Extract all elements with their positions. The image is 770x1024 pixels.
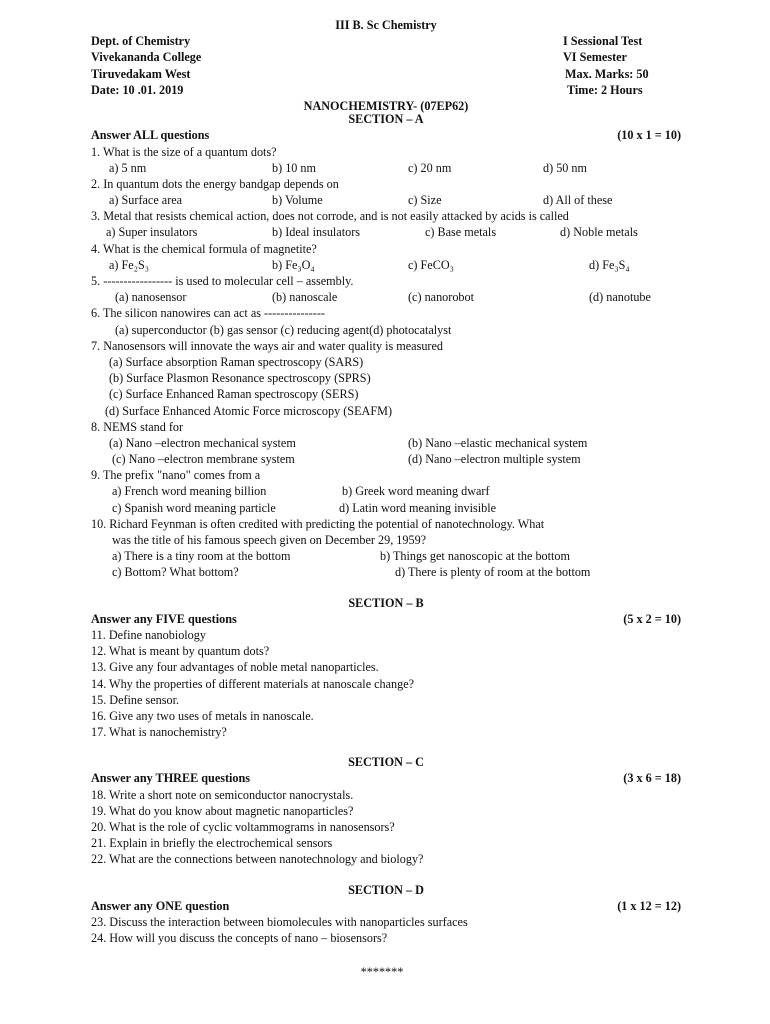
question-5: 5. ----------------- is used to molecular cell – assembly. bbox=[91, 274, 354, 288]
exam-time: Time: 2 Hours bbox=[567, 82, 643, 97]
exam-date: Date: 10 .01. 2019 bbox=[91, 82, 184, 97]
option-d: d) Fe₃S₄ bbox=[589, 257, 630, 272]
question-9-options-row-1 bbox=[91, 483, 681, 499]
section-d-title: SECTION – D bbox=[348, 882, 424, 897]
option-b: b) Volume bbox=[272, 193, 323, 208]
max-marks: Max. Marks: 50 bbox=[565, 66, 649, 81]
option-c: c) Spanish word meaning particle bbox=[112, 500, 276, 515]
option-c: c) Base metals bbox=[425, 225, 497, 240]
option-d: d) Noble metals bbox=[560, 225, 638, 240]
question-16: 16. Give any two uses of metals in nanoscale. bbox=[91, 708, 314, 723]
question-24: 24. How will you discuss the concepts of nano – biosensors? bbox=[91, 931, 388, 946]
question-22: 22. What are the connections between nanotechnology and biology? bbox=[91, 852, 424, 867]
end-marker: ******* bbox=[360, 965, 404, 980]
option-c: c) Bottom? What bottom? bbox=[112, 565, 239, 580]
option-a: a) Surface area bbox=[109, 193, 183, 208]
question-2: 2. In quantum dots the energy bandgap depends on bbox=[91, 176, 339, 191]
option-a: (a) Surface absorption Raman spectroscopy (SARS) bbox=[109, 354, 364, 369]
section-d-instruction: Answer any ONE question bbox=[91, 898, 230, 913]
question-5-options bbox=[91, 289, 681, 305]
option-d: (d) nanotube bbox=[589, 290, 651, 305]
section-c-instruction: Answer any THREE questions bbox=[91, 771, 251, 786]
section-b-instruction: Answer any FIVE questions bbox=[91, 611, 237, 626]
question-18: 18. Write a short note on semiconductor nanocrystals. bbox=[91, 787, 354, 802]
subject-title: NANOCHEMISTRY- (07EP62) bbox=[303, 98, 469, 113]
section-c-instruction-row bbox=[91, 770, 681, 786]
question-2-options bbox=[91, 192, 681, 208]
option-c: c) Size bbox=[408, 193, 442, 208]
option-d: (d) Nano –electron multiple system bbox=[408, 452, 581, 467]
question-10-options-row-2 bbox=[91, 564, 681, 580]
option-b: b) Fe₃O₄ bbox=[272, 257, 315, 272]
question-11: 11. Define nanobiology bbox=[91, 627, 206, 642]
question-8-options-row-2 bbox=[91, 451, 681, 467]
option-b: (b) nanoscale bbox=[272, 290, 338, 305]
section-c-title: SECTION – C bbox=[348, 755, 424, 770]
section-a-marks: (10 x 1 = 10) bbox=[617, 128, 681, 143]
semester: VI Semester bbox=[563, 50, 627, 65]
option-d: d) All of these bbox=[543, 193, 613, 208]
question-6-options: (a) superconductor (b) gas sensor (c) reducing agent(d) photocatalyst bbox=[115, 322, 452, 337]
question-3: 3. Metal that resists chemical action, does not corrode, and is not easily attacked by acids is called bbox=[91, 209, 569, 224]
option-a: a) 5 nm bbox=[109, 160, 147, 175]
question-12: 12. What is meant by quantum dots? bbox=[91, 644, 270, 659]
option-a: a) Super insulators bbox=[106, 225, 198, 240]
question-20: 20. What is the role of cyclic voltammograms in nanosensors? bbox=[91, 820, 395, 834]
option-b: b) Things get nanoscopic at the bottom bbox=[380, 549, 571, 564]
question-1: 1. What is the size of a quantum dots? bbox=[91, 144, 277, 159]
option-d: d) 50 nm bbox=[543, 160, 588, 175]
section-a-instruction-row bbox=[91, 127, 681, 143]
college-place: Tiruvedakam West bbox=[91, 66, 191, 81]
question-10-continued: was the title of his famous speech given on December 29, 1959? bbox=[112, 533, 427, 547]
section-b-title: SECTION – B bbox=[348, 595, 424, 610]
question-23: 23. Discuss the interaction between biomolecules with nanoparticles surfaces bbox=[91, 914, 468, 929]
question-4-options bbox=[91, 257, 681, 273]
question-10-options-row-1 bbox=[91, 548, 681, 564]
question-17: 17. What is nanochemistry? bbox=[91, 725, 227, 740]
question-4: 4. What is the chemical formula of magnetite? bbox=[91, 241, 317, 256]
section-b-marks: (5 x 2 = 10) bbox=[623, 611, 681, 626]
question-6: 6. The silicon nanowires can act as --------------- bbox=[91, 306, 325, 321]
option-a: (a) Nano –electron mechanical system bbox=[109, 435, 296, 450]
question-21: 21. Explain in briefly the electrochemical sensors bbox=[91, 836, 333, 851]
header-row-3 bbox=[91, 66, 681, 82]
course-title: III B. Sc Chemistry bbox=[335, 18, 437, 32]
option-d: (d) Surface Enhanced Atomic Force microscopy (SEAFM) bbox=[105, 403, 393, 418]
section-a-title: SECTION – A bbox=[348, 112, 424, 127]
option-d: d) Latin word meaning invisible bbox=[339, 500, 497, 515]
question-paper bbox=[91, 17, 681, 981]
question-15: 15. Define sensor. bbox=[91, 692, 180, 707]
question-14: 14. Why the properties of different materials at nanoscale change? bbox=[91, 676, 415, 691]
department: Dept. of Chemistry bbox=[91, 34, 191, 49]
section-a-instruction: Answer ALL questions bbox=[91, 128, 210, 143]
question-1-options bbox=[91, 160, 681, 176]
question-8-options-row-1 bbox=[91, 435, 681, 451]
section-b-instruction-row bbox=[91, 611, 681, 627]
option-c: c) 20 nm bbox=[408, 160, 452, 175]
question-9-options-row-2 bbox=[91, 500, 681, 516]
section-c-marks: (3 x 6 = 18) bbox=[623, 771, 681, 786]
section-d-instruction-row bbox=[91, 898, 681, 914]
question-10: 10. Richard Feynman is often credited with predicting the potential of nanotechnology. What bbox=[91, 516, 545, 531]
option-b: b) 10 nm bbox=[272, 160, 317, 175]
college-name: Vivekananda College bbox=[91, 50, 202, 65]
question-8: 8. NEMS stand for bbox=[91, 419, 184, 434]
option-a: a) There is a tiny room at the bottom bbox=[112, 549, 291, 564]
question-7: 7. Nanosensors will innovate the ways air and water quality is measured bbox=[91, 338, 443, 353]
question-3-options bbox=[91, 224, 681, 240]
option-b: b) Greek word meaning dwarf bbox=[342, 484, 490, 499]
option-a: (a) nanosensor bbox=[115, 290, 187, 305]
header-row-1 bbox=[91, 33, 681, 49]
section-d-marks: (1 x 12 = 12) bbox=[617, 898, 681, 913]
option-a: a) French word meaning billion bbox=[112, 484, 267, 499]
option-c: c) FeCO₃ bbox=[408, 257, 454, 272]
option-d: d) There is plenty of room at the bottom bbox=[395, 565, 591, 580]
option-c: (c) Surface Enhanced Raman spectroscopy (SERS) bbox=[109, 387, 359, 402]
option-b: (b) Surface Plasmon Resonance spectroscopy (SPRS) bbox=[109, 371, 371, 386]
header-row-4 bbox=[91, 82, 681, 98]
option-b: (b) Nano –elastic mechanical system bbox=[408, 435, 588, 450]
question-13: 13. Give any four advantages of noble metal nanoparticles. bbox=[91, 660, 379, 675]
question-19: 19. What do you know about magnetic nanoparticles? bbox=[91, 803, 354, 818]
option-b: b) Ideal insulators bbox=[272, 225, 360, 240]
option-c: (c) nanorobot bbox=[408, 290, 474, 305]
option-a: a) Fe₂S₃ bbox=[109, 257, 149, 272]
header-row-2 bbox=[91, 49, 681, 65]
test-name: I Sessional Test bbox=[563, 34, 643, 49]
option-c: (c) Nano –electron membrane system bbox=[112, 452, 295, 467]
question-9: 9. The prefix "nano" comes from a bbox=[91, 468, 261, 483]
